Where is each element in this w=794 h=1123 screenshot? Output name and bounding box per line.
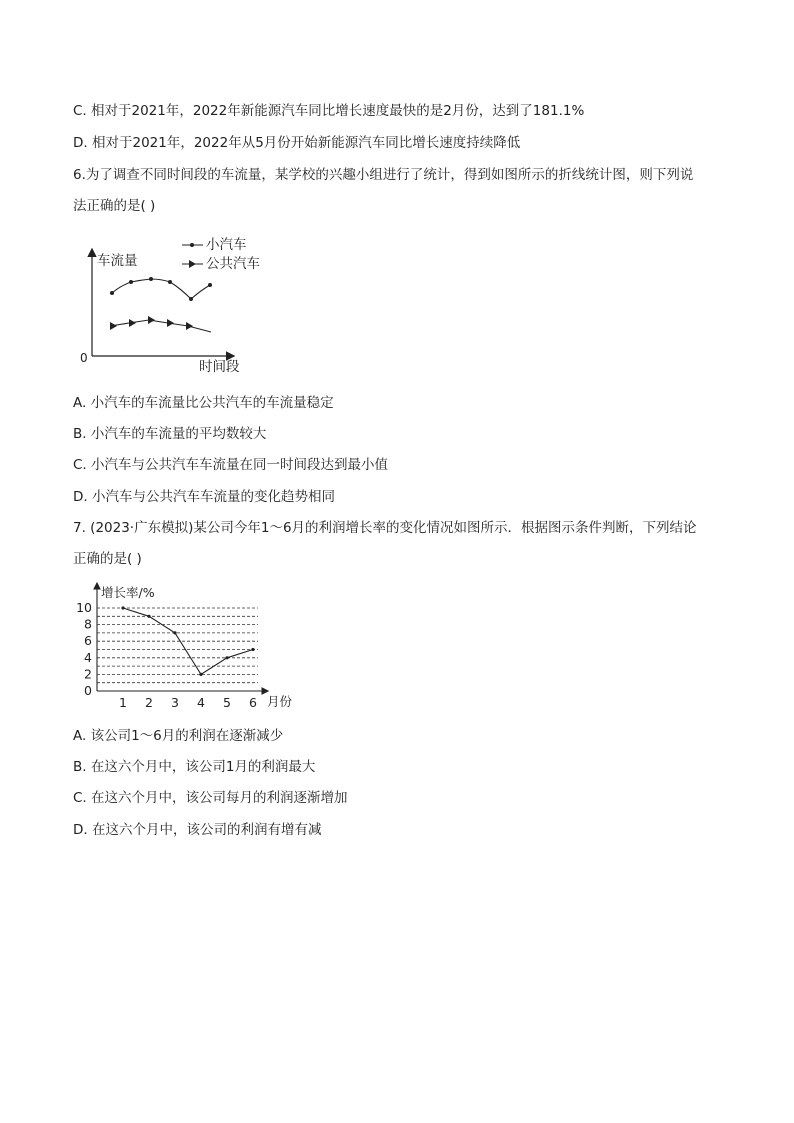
x-tick-label: 2: [145, 695, 153, 710]
q6-option-a: A. 小汽车的车流量比公共汽车的车流量稳定: [73, 395, 334, 411]
bus-point: [186, 322, 193, 330]
q7-stem-line1: 7. (2023·广东模拟)某公司今年1～6月的利润增长率的变化情况如图所示．根据图示条件判断，下列结论: [73, 520, 697, 536]
q6-stem-line1: 6.为了调查不同时间段的车流量，某学校的兴趣小组进行了统计，得到如图所示的折线统计图，则下列说: [73, 167, 694, 183]
legend-car-label: 小汽车: [206, 237, 247, 253]
q7-option-d: D. 在这六个月中，该公司的利润有增有减: [73, 822, 322, 838]
q6-option-c: C. 小汽车与公共汽车车流量在同一时间段达到最小值: [73, 457, 389, 473]
y-tick-label: 2: [84, 666, 92, 682]
car-point: [149, 277, 153, 281]
q6-option-b: B. 小汽车的车流量的平均数较大: [73, 426, 267, 442]
origin-label: 0: [80, 351, 88, 365]
car-series-line: [112, 279, 210, 299]
legend-bus-marker: [189, 260, 196, 268]
q7-stem-line2: 正确的是( ): [73, 551, 142, 567]
q6-option-d: D. 小汽车与公共汽车车流量的变化趋势相同: [73, 489, 335, 505]
y-axis-label: 增长率/%: [101, 585, 155, 600]
x-tick-label: 5: [223, 695, 231, 710]
y-tick-label: 0: [84, 683, 92, 698]
y-tick-label: 6: [84, 633, 92, 649]
growth-data-point: [199, 673, 202, 676]
bus-point: [148, 316, 155, 324]
growth-data-point: [147, 615, 150, 618]
bus-point: [110, 322, 117, 330]
y-axis-label: 车流量: [97, 253, 138, 269]
car-point: [129, 280, 133, 284]
bus-point: [129, 319, 136, 327]
car-point: [168, 280, 172, 284]
q7-option-c: C. 在这六个月中，该公司每月的利润逐渐增加: [73, 790, 348, 806]
growth-data-point: [251, 648, 254, 651]
q5-option-d: D. 相对于2021年，2022年从5月份开始新能源汽车同比增长速度持续降低: [73, 135, 521, 151]
profit-growth-chart: [70, 578, 310, 718]
x-tick-label: 1: [119, 695, 127, 710]
y-tick-label: 4: [84, 649, 92, 665]
traffic-flow-chart: [75, 236, 275, 376]
y-tick-label: 10: [76, 600, 92, 615]
y-tick-label: 8: [84, 616, 92, 632]
x-tick-label: 3: [171, 695, 179, 710]
car-point: [110, 291, 114, 295]
q7-option-b: B. 在这六个月中，该公司1月的利润最大: [73, 759, 316, 775]
bus-point: [167, 319, 174, 327]
x-axis-label: 时间段: [199, 359, 240, 375]
car-point: [189, 297, 193, 301]
growth-data-point: [173, 631, 176, 634]
growth-data-point: [121, 606, 124, 609]
legend-car-marker: [190, 243, 194, 247]
q6-stem-line2: 法正确的是( ): [73, 198, 156, 214]
growth-data-point: [225, 656, 228, 659]
x-tick-label: 6: [249, 695, 257, 710]
q7-option-a: A. 该公司1～6月的利润在逐渐减少: [73, 728, 284, 744]
bus-series-line: [110, 320, 211, 332]
q5-option-c: C. 相对于2021年，2022年新能源汽车同比增长速度最快的是2月份，达到了181.1%: [73, 103, 585, 119]
car-point: [208, 283, 212, 287]
legend-bus-label: 公共汽车: [206, 256, 260, 272]
x-tick-label: 4: [197, 695, 205, 710]
x-axis-label: 月份: [267, 694, 293, 709]
